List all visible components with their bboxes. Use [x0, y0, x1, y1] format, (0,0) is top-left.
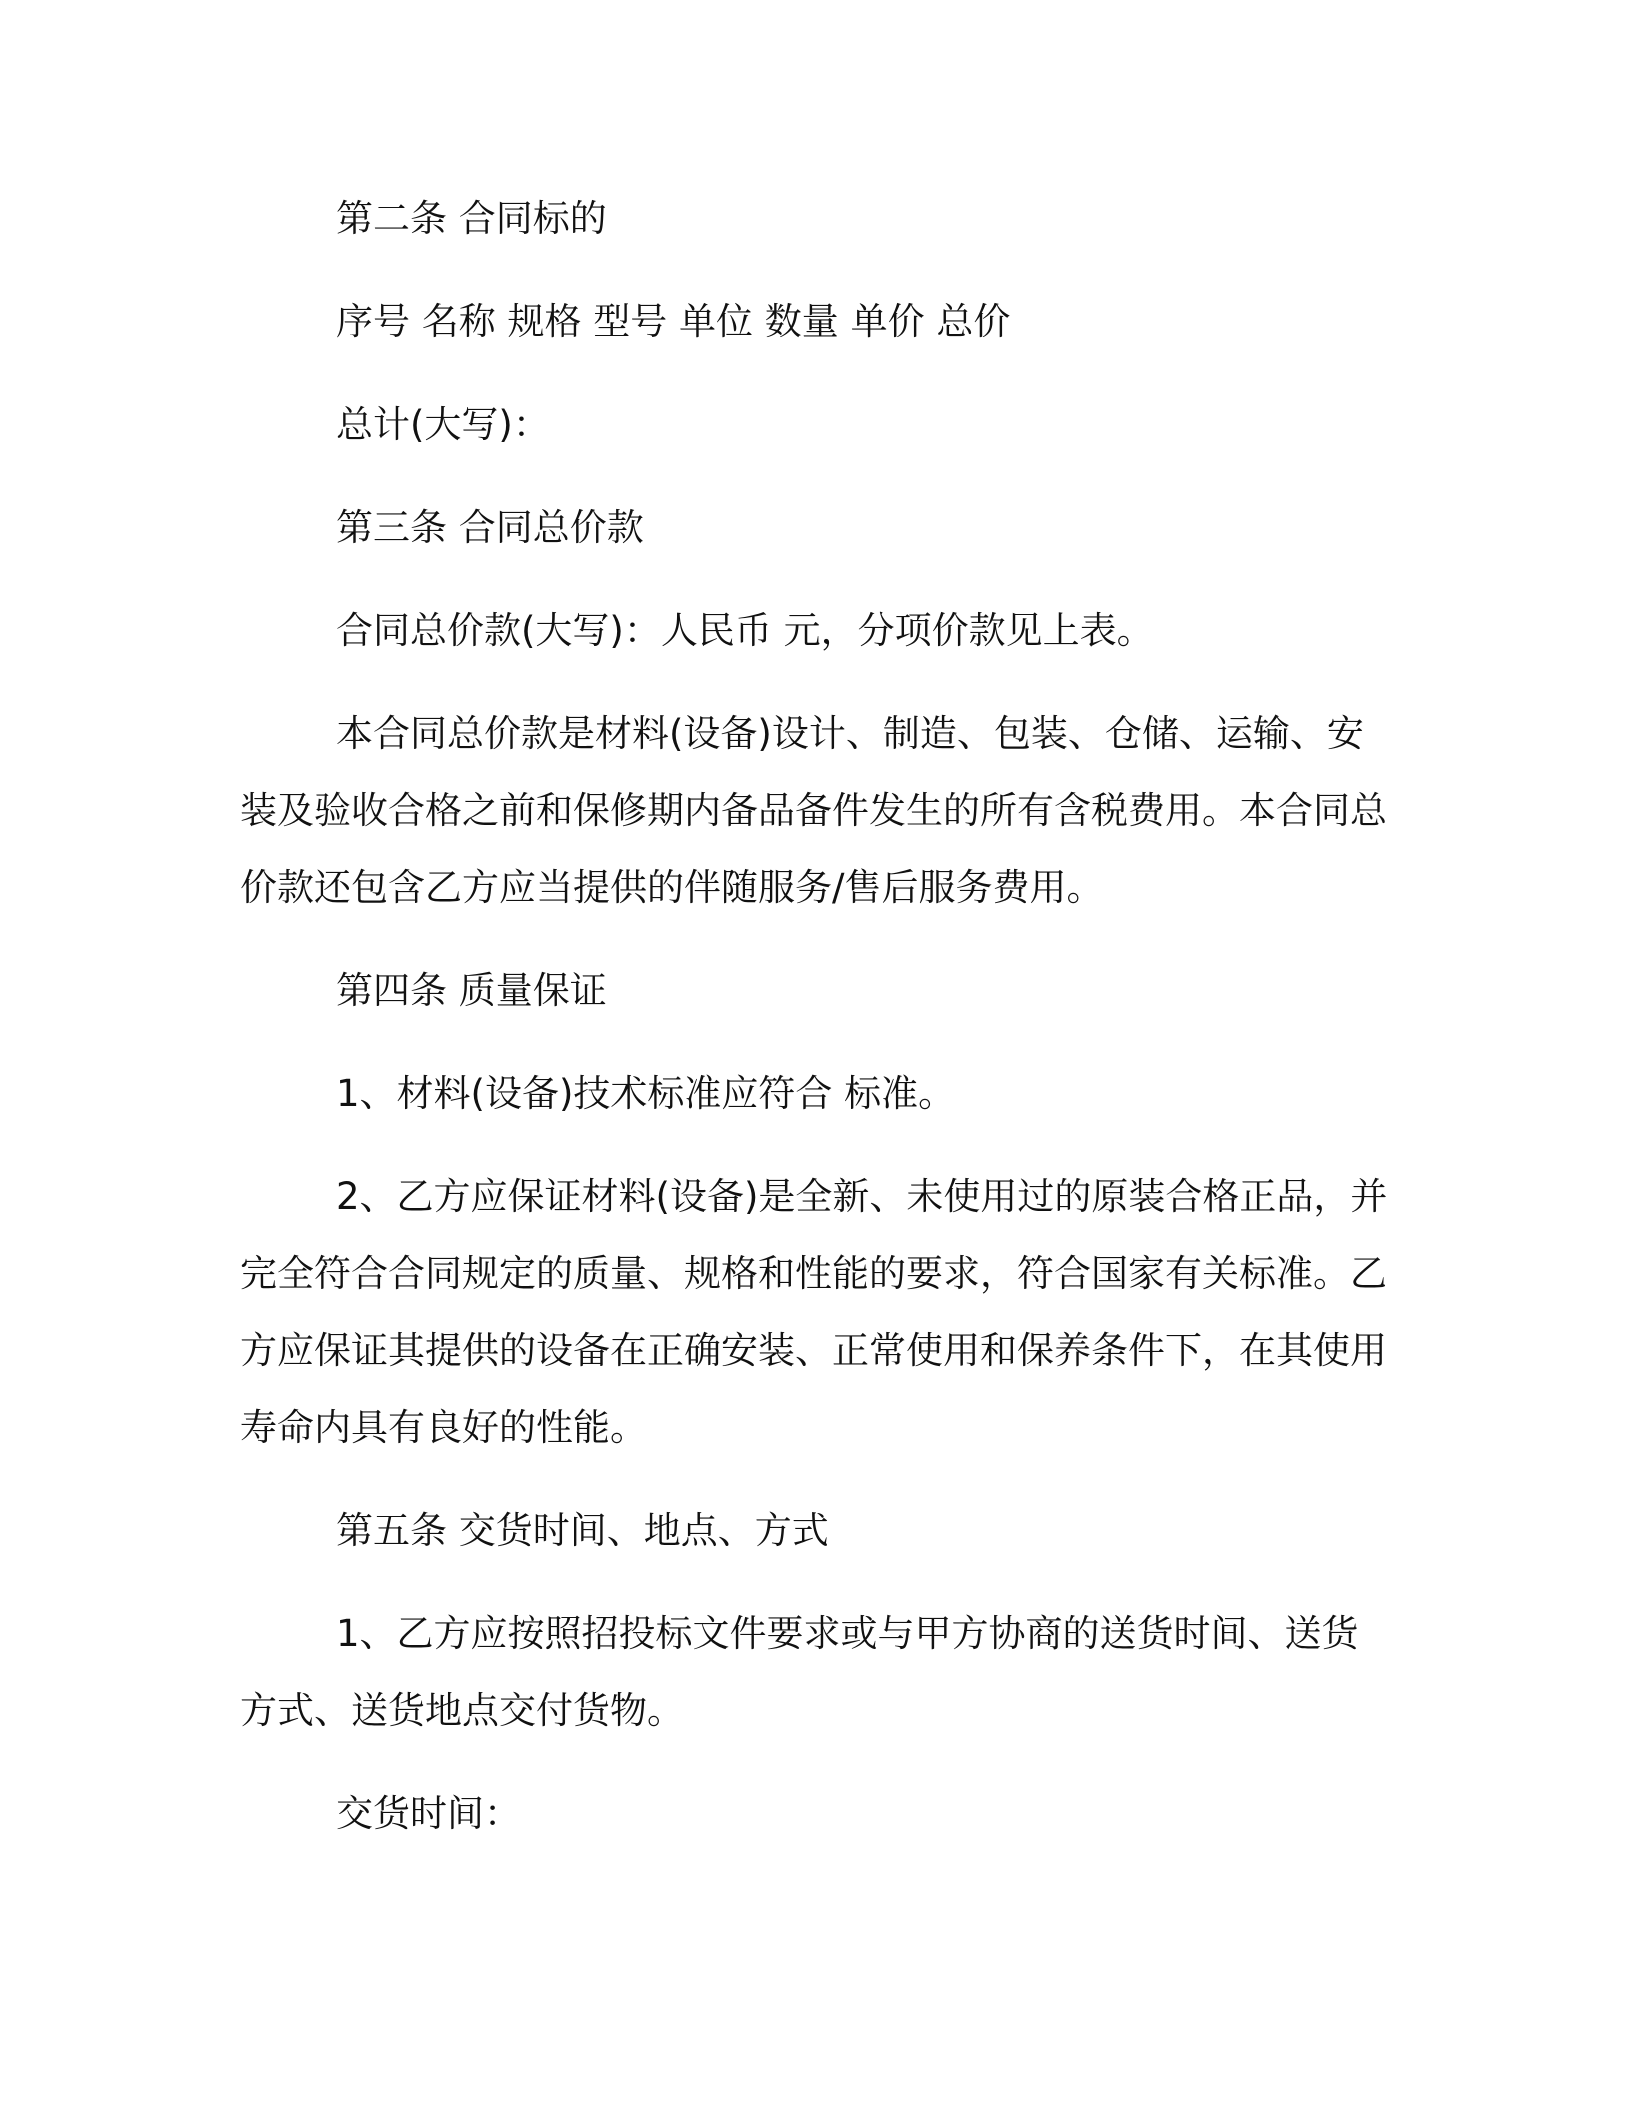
article-5-heading: 第五条 交货时间、地点、方式 [336, 1509, 829, 1552]
quality-item-1: 1、材料(设备)技术标准应符合 标准。 [336, 1072, 956, 1115]
total-price-description: 本合同总价款是材料(设备)设计、制造、包装、仓储、运输、安装及验收合格之前和保修期内备品备件发生的所有含税费用。本合同总价款还包含乙方应当提供的伴随服务/售后服务费用。 [240, 712, 1387, 909]
table-header-row: 序号 名称 规格 型号 单位 数量 单价 总价 [336, 300, 1011, 343]
quality-item-2: 2、乙方应保证材料(设备)是全新、未使用过的原装合格正品，并完全符合合同规定的质量、规格和性能的要求，符合国家有关标准。乙方应保证其提供的设备在正确安装、正常使用和保养条件下，在其使用寿命内具有良好的性能。 [240, 1175, 1388, 1449]
delivery-item-1: 1、乙方应按照招投标文件要求或与甲方协商的送货时间、送货方式、送货地点交付货物。 [240, 1612, 1359, 1732]
total-price-line: 合同总价款(大写)：人民币 元，分项价款见上表。 [336, 609, 1154, 652]
article-4-heading: 第四条 质量保证 [336, 969, 607, 1012]
article-2-heading: 第二条 合同标的 [336, 197, 607, 240]
delivery-time-label: 交货时间： [336, 1792, 521, 1835]
document-body [240, 180, 1392, 1852]
total-capital-line: 总计(大写)： [336, 403, 550, 446]
article-3-heading: 第三条 合同总价款 [336, 506, 644, 549]
